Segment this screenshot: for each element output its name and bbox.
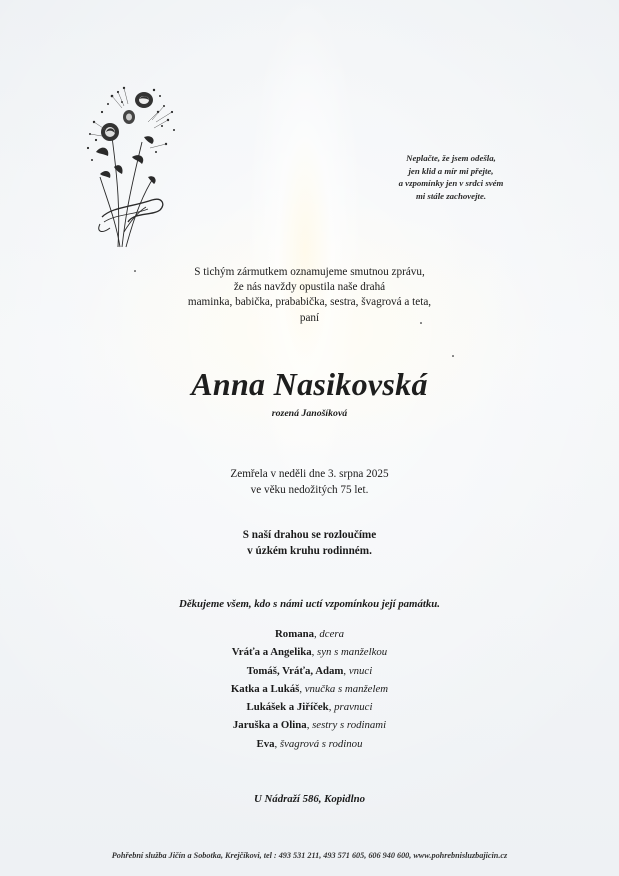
- paper-speck: [420, 322, 422, 324]
- mourner-names: Jaruška a Olina: [232, 719, 307, 732]
- maiden-name: rozená Janošíková: [271, 408, 348, 419]
- mourner-names: Tomáš, Vráťa, Adam: [246, 664, 344, 677]
- farewell-line: S naší drahou se rozloučíme: [242, 529, 377, 541]
- farewell-line: v úzkém kruhu rodinném.: [247, 545, 372, 557]
- announcement-intro: [0, 265, 619, 326]
- mourner-relation: vnuci: [348, 664, 373, 677]
- mourner-relation: pravnuci: [334, 701, 373, 714]
- poem-line: jen klid a mír mi přejte,: [408, 165, 494, 176]
- deceased-name: Anna Nasikovská: [191, 366, 428, 402]
- address: U Nádraží 586, Kopidlno: [254, 793, 365, 805]
- mourner-relation: dcera: [319, 628, 344, 640]
- funeral-service-footer: Pohřební služba Jičín a Sobotka, Krejčíkovi, tel : 493 531 211, 493 571 605, 606 940 600, www.pohrebnisluzbajicin.cz: [111, 851, 508, 860]
- intro-line: maminka, babička, prababička, sestra, švagrová a teta,: [187, 296, 432, 309]
- mourner-row: Katka a Lukáš, vnučka s manželem: [230, 682, 389, 695]
- mourner-names: Vráťa a Angelika: [231, 646, 312, 659]
- mourners-list: [0, 625, 619, 753]
- mourner-row: Eva, švagrová s rodinou: [256, 737, 363, 750]
- death-age: ve věku nedožitých 75 let.: [250, 483, 369, 496]
- intro-line: paní: [299, 311, 320, 324]
- mourner-relation: sestry s rodinami: [312, 719, 387, 732]
- farewell-notice: [0, 527, 619, 559]
- death-date: Zemřela v neděli dne 3. srpna 2025: [230, 468, 389, 480]
- thanks-line: Děkujeme všem, kdo s námi uctí vzpomínkou její památku.: [179, 598, 440, 610]
- mourner-row: Vráťa a Angelika, syn s manželkou: [231, 646, 388, 659]
- poem-line: Neplačte, že jsem odešla,: [406, 153, 496, 163]
- mourner-row: Romana, dcera: [275, 628, 344, 640]
- rose-bouquet-icon: [82, 82, 182, 252]
- mourner-row: Tomáš, Vráťa, Adam, vnuci: [246, 664, 373, 677]
- mourner-relation: syn s manželkou: [317, 646, 388, 659]
- mourner-relation: švagrová s rodinou: [279, 737, 363, 750]
- poem-line: mi stále zachovejte.: [415, 190, 487, 201]
- paper-speck: [452, 355, 454, 357]
- intro-line: S tichým zármutkem oznamujeme smutnou zprávu,: [194, 266, 425, 278]
- mourner-names: Lukášek a Jiříček: [246, 701, 329, 714]
- mourner-names: Romana: [275, 628, 314, 640]
- mourner-row: Lukášek a Jiříček, pravnuci: [246, 701, 373, 714]
- mourner-row: Jaruška a Olina, sestry s rodinami: [232, 719, 387, 732]
- death-details: [0, 467, 619, 498]
- poem-line: a vzpomínky jen v srdci svém: [398, 178, 504, 188]
- paper-speck: [134, 270, 136, 272]
- poem: [360, 152, 542, 202]
- mourner-names: Eva: [256, 737, 275, 750]
- intro-line: že nás navždy opustila naše drahá: [233, 281, 386, 294]
- mourner-names: Katka a Lukáš: [230, 682, 300, 695]
- mourner-relation: vnučka s manželem: [304, 682, 389, 695]
